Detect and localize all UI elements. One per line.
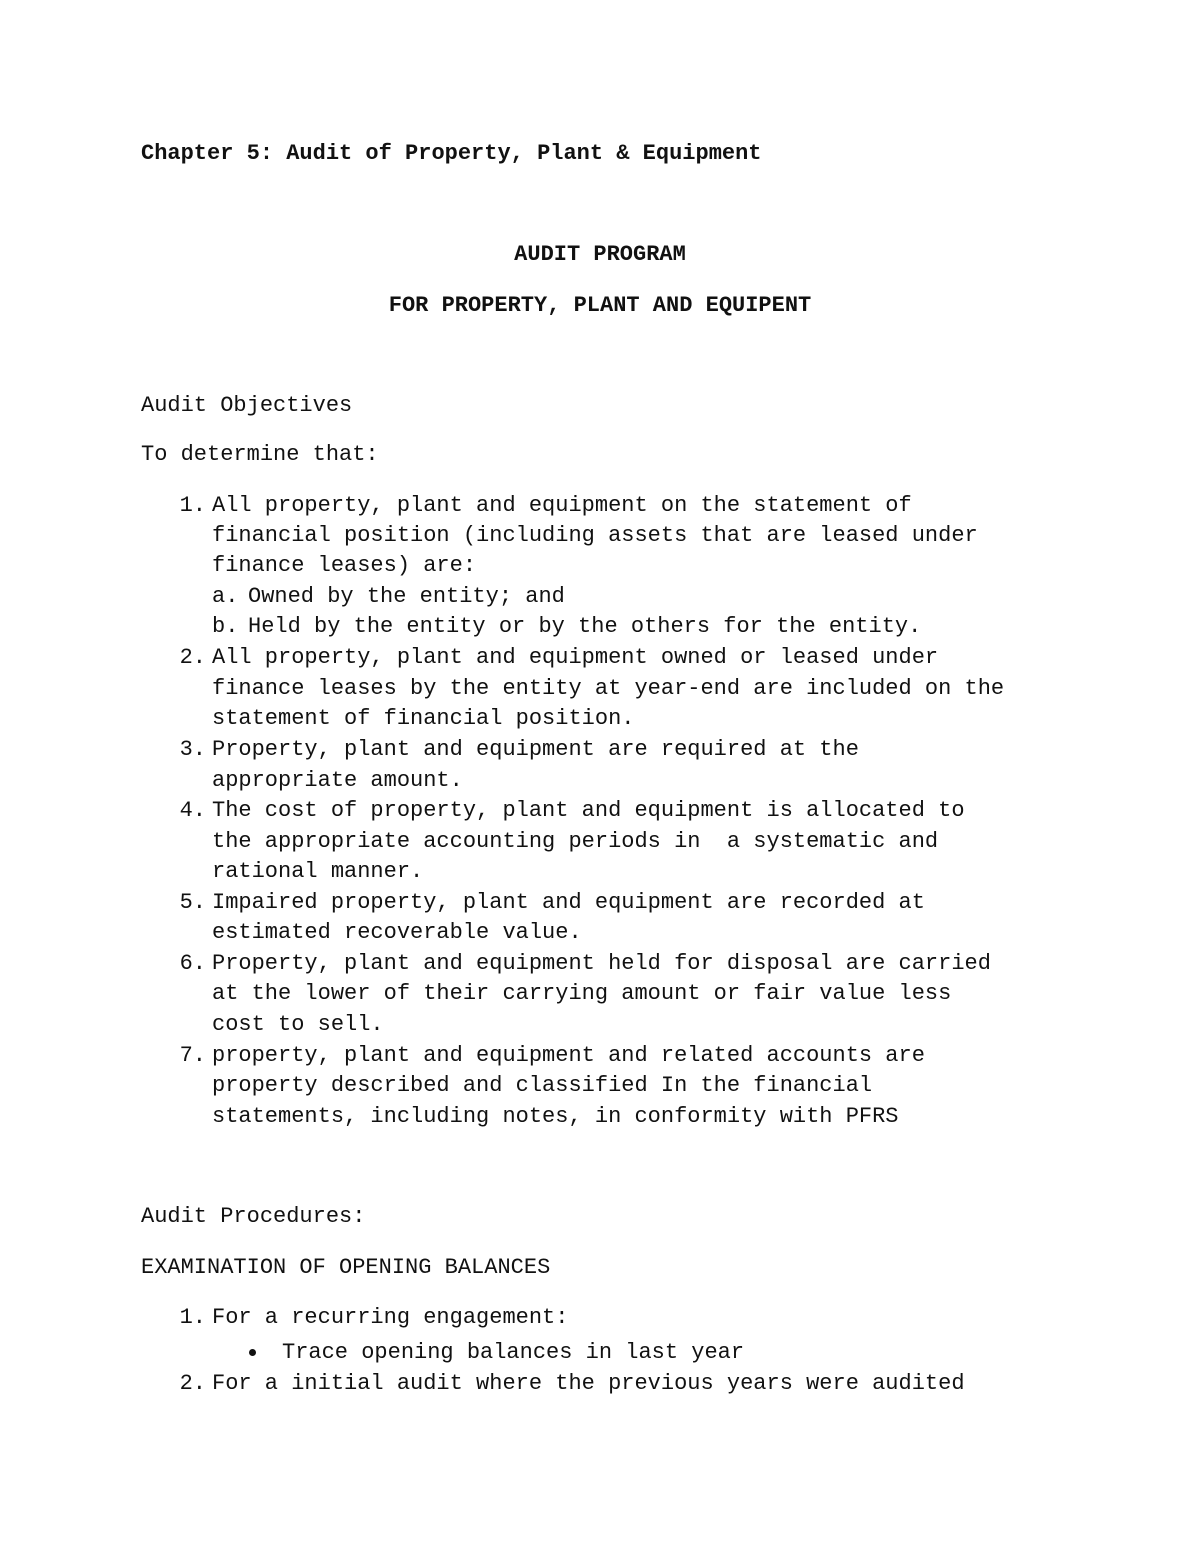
procedure-number: 1. <box>179 1305 206 1330</box>
objective-number: 2. <box>179 645 206 670</box>
audit-program-title: AUDIT PROGRAM <box>514 242 686 267</box>
objective-number: 6. <box>179 951 206 976</box>
objective-text-line: finance leases) are: <box>212 553 477 578</box>
objective-number: 3. <box>179 737 206 762</box>
objective-text-line: The cost of property, plant and equipment is allocated to <box>212 798 965 823</box>
objective-text-line: estimated recoverable value. <box>212 920 582 945</box>
subitem-label: a. <box>212 584 239 609</box>
procedures-heading: Audit Procedures: <box>141 1204 366 1229</box>
procedure-bullet-text: Trace opening balances in last year <box>282 1340 745 1365</box>
objective-number: 5. <box>179 890 206 915</box>
objective-text-line: All property, plant and equipment on the statement of <box>212 493 912 518</box>
objective-text-line: Property, plant and equipment held for disposal are carried <box>212 951 991 976</box>
objective-text-line: property, plant and equipment and related accounts are <box>212 1043 925 1068</box>
objective-number: 7. <box>179 1043 206 1068</box>
subitem-text: Held by the entity or by the others for the entity. <box>248 614 922 639</box>
objective-text-line: financial position (including assets that are leased under <box>212 523 978 548</box>
audit-program-subtitle: FOR PROPERTY, PLANT AND EQUIPENT <box>388 293 812 318</box>
procedure-number: 2. <box>179 1371 206 1396</box>
objective-text-line: statements, including notes, in conformity with PFRS <box>212 1104 899 1129</box>
objectives-intro: To determine that: <box>141 442 379 467</box>
objective-text-line: All property, plant and equipment owned or leased under <box>212 645 939 670</box>
objective-text-line: at the lower of their carrying amount or fair value less <box>212 981 952 1006</box>
subitem-label: b. <box>212 614 239 639</box>
bullet-icon <box>249 1349 256 1356</box>
objective-number: 1. <box>179 493 206 518</box>
objective-text-line: finance leases by the entity at year-end are included on the <box>212 676 1005 701</box>
objective-text-line: cost to sell. <box>212 1012 384 1037</box>
objective-text-line: appropriate amount. <box>212 768 463 793</box>
objectives-heading: Audit Objectives <box>141 393 353 418</box>
chapter-title: Chapter 5: Audit of Property, Plant & Equipment <box>141 141 762 166</box>
objective-text-line: Impaired property, plant and equipment are recorded at <box>212 890 925 915</box>
objective-text-line: Property, plant and equipment are required at the <box>212 737 859 762</box>
objective-text-line: statement of financial position. <box>212 706 635 731</box>
procedure-text: For a recurring engagement: <box>212 1305 569 1330</box>
objective-text-line: rational manner. <box>212 859 424 884</box>
objective-text-line: property described and classified In the financial <box>212 1073 873 1098</box>
subitem-text: Owned by the entity; and <box>248 584 565 609</box>
procedure-text: For a initial audit where the previous years were audited <box>212 1371 965 1396</box>
objective-text-line: the appropriate accounting periods in a systematic and <box>212 829 939 854</box>
objective-number: 4. <box>179 798 206 823</box>
procedures-section-heading: EXAMINATION OF OPENING BALANCES <box>141 1255 551 1280</box>
